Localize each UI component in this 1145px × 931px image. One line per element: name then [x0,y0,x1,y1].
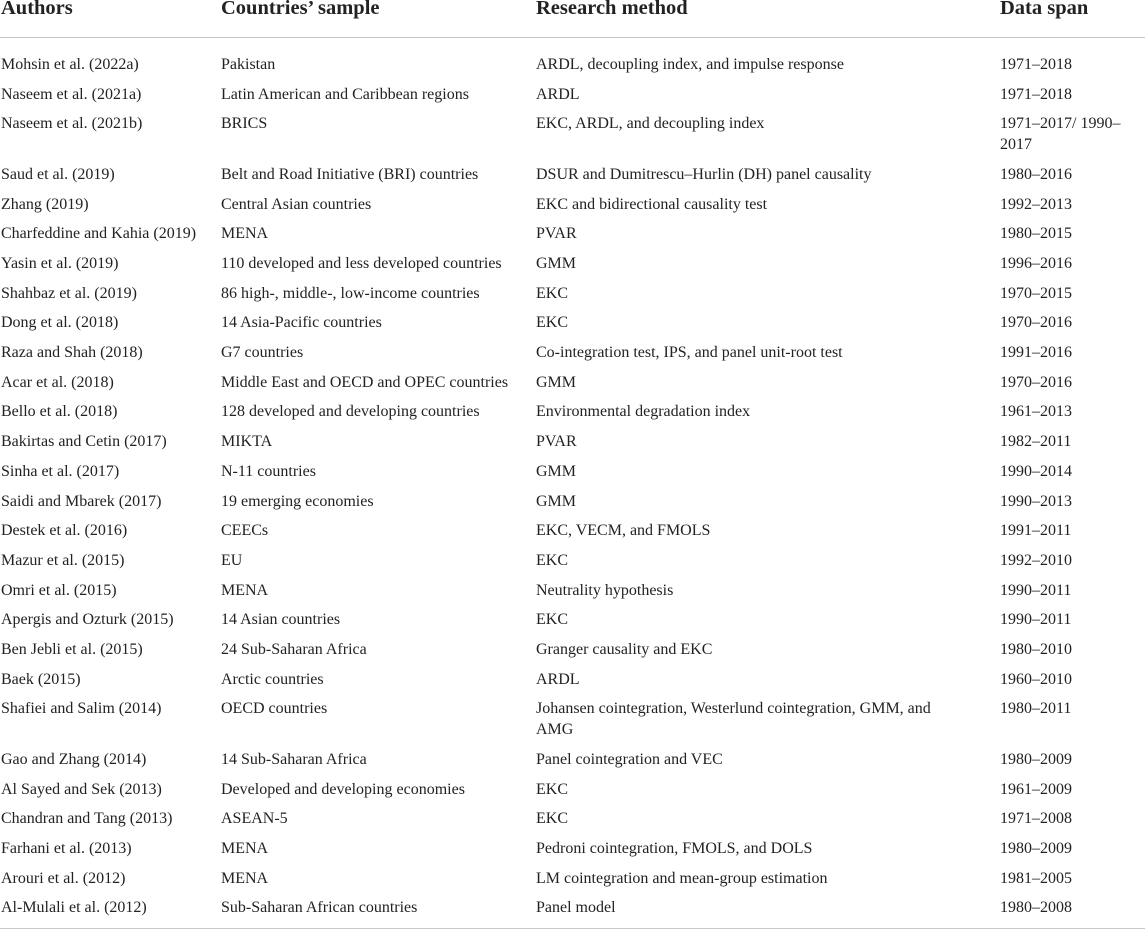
cell-data-span: 1961–2013 [1000,403,1072,421]
cell-author: Mazur et al. (2015) [1,551,125,569]
cell-data-span: 1992–2010 [1000,551,1072,569]
cell-research-method: EKC [536,611,568,629]
cell-author: Bello et al. (2018) [1,403,118,421]
cell-data-span: 1996–2016 [1000,255,1072,273]
cell-author: Al Sayed and Sek (2013) [1,780,162,798]
cell-countries-sample: 14 Sub-Saharan Africa [221,750,367,768]
table-row [0,634,1145,664]
cell-data-span: 1960–2010 [1000,670,1072,688]
cell-author: Naseem et al. (2021b) [1,115,143,133]
cell-author: Shahbaz et al. (2019) [1,284,137,302]
cell-data-span: 1961–2009 [1000,780,1072,798]
cell-countries-sample: G7 countries [221,344,304,362]
cell-research-method: ARDL, decoupling index, and impulse response [536,56,844,73]
cell-countries-sample: Pakistan [221,56,276,73]
cell-data-span: 1990–2011 [1000,581,1072,599]
cell-data-span: 1980–2010 [1000,640,1072,658]
cell-research-method: EKC [536,780,568,798]
cell-data-span: 1981–2005 [1000,869,1072,887]
cell-countries-sample: MENA [221,581,269,599]
table-row [0,159,1145,189]
cell-author: Mohsin et al. (2022a) [1,56,139,73]
cell-author: Sinha et al. (2017) [1,462,120,480]
cell-data-span: 1970–2016 [1000,314,1072,332]
cell-author: Farhani et al. (2013) [1,840,132,857]
cell-countries-sample: 19 emerging economies [221,492,374,510]
table-row [0,189,1145,219]
cell-research-method: Panel model [536,899,616,917]
cell-author: Chandran and Tang (2013) [1,810,173,828]
table-row [0,803,1145,833]
cell-author: Saidi and Mbarek (2017) [1,492,162,510]
cell-author: Ben Jebli et al. (2015) [1,640,143,658]
cell-data-span: 1990–2011 [1000,611,1072,629]
cell-author: Zhang (2019) [1,195,89,213]
cell-research-method: GMM [536,462,577,480]
cell-research-method: GMM [536,255,577,273]
cell-research-method: EKC [536,284,568,302]
cell-data-span: 1982–2011 [1000,433,1072,451]
cell-research-method: Environmental degradation index [536,403,751,421]
cell-countries-sample: 86 high-, middle-, low-income countries [221,284,480,302]
cell-data-span: 1971–2017/ 1990–2017 [1000,115,1121,154]
table-row [0,248,1145,278]
table-row [0,426,1145,456]
cell-countries-sample: Latin American and Caribbean regions [221,85,469,103]
cell-author: Acar et al. (2018) [1,373,114,391]
cell-countries-sample: CEECs [221,522,269,540]
cell-research-method: Granger causality and EKC [536,640,713,658]
cell-countries-sample: N-11 countries [221,462,316,480]
cell-data-span: 1990–2014 [1000,462,1072,480]
cell-countries-sample: Belt and Road Initiative (BRI) countries [221,165,479,183]
cell-research-method: GMM [536,492,577,510]
table-row [0,892,1145,922]
cell-data-span: 1990–2013 [1000,492,1072,510]
cell-data-span: 1980–2008 [1000,899,1072,917]
table-row [0,744,1145,774]
cell-author: Naseem et al. (2021a) [1,85,142,103]
cell-countries-sample: 14 Asia-Pacific countries [221,314,382,332]
table-row [0,278,1145,308]
cell-research-method: GMM [536,373,577,391]
cell-countries-sample: Sub-Saharan African countries [221,899,418,917]
cell-research-method: EKC [536,551,568,569]
table-row [0,396,1145,426]
cell-author: Dong et al. (2018) [1,314,119,332]
table-row [0,664,1145,694]
cell-research-method: Co-integration test, IPS, and panel unit-root test [536,344,843,362]
cell-data-span: 1970–2016 [1000,373,1072,391]
cell-countries-sample: OECD countries [221,700,328,718]
cell-research-method: EKC [536,314,568,332]
cell-data-span: 1980–2009 [1000,750,1072,768]
header-authors: Authors [1,0,73,19]
cell-data-span: 1992–2013 [1000,195,1072,213]
table-row [0,367,1145,397]
cell-research-method: ARDL [536,670,580,688]
cell-countries-sample: MENA [221,225,269,243]
cell-research-method: Neutrality hypothesis [536,581,674,599]
cell-research-method: PVAR [536,433,577,451]
cell-countries-sample: MIKTA [221,433,273,451]
table-row [0,108,1145,159]
table-row [0,456,1145,486]
table-row [0,218,1145,248]
cell-research-method: Johansen cointegration, Westerlund cointegration, GMM, and AMG [536,700,931,739]
cell-countries-sample: 128 developed and developing countries [221,403,480,421]
table-row [0,693,1145,744]
cell-research-method: EKC, VECM, and FMOLS [536,522,711,540]
table-bottom-rule [0,928,1145,929]
cell-data-span: 1971–2018 [1000,85,1072,103]
cell-data-span: 1991–2016 [1000,344,1072,362]
cell-data-span: 1991–2011 [1000,522,1072,540]
cell-countries-sample: 14 Asian countries [221,611,341,629]
header-countries-sample: Countries’ sample [221,0,380,19]
cell-research-method: Panel cointegration and VEC [536,750,723,768]
cell-data-span: 1980–2016 [1000,165,1072,183]
cell-data-span: 1971–2018 [1000,56,1072,73]
table-body [0,49,1145,922]
cell-author: Shafiei and Salim (2014) [1,700,162,718]
table-row [0,79,1145,109]
cell-author: Gao and Zhang (2014) [1,750,147,768]
cell-countries-sample: 110 developed and less developed countries [221,255,502,273]
cell-author: Baek (2015) [1,670,81,688]
cell-author: Al-Mulali et al. (2012) [1,899,147,917]
cell-data-span: 1971–2008 [1000,810,1072,828]
cell-countries-sample: BRICS [221,115,268,133]
cell-author: Bakirtas and Cetin (2017) [1,433,167,451]
cell-countries-sample: MENA [221,869,269,887]
cell-data-span: 1980–2011 [1000,700,1072,718]
cell-research-method: PVAR [536,225,577,243]
cell-data-span: 1970–2015 [1000,284,1072,302]
cell-author: Yasin et al. (2019) [1,255,119,273]
cell-author: Charfeddine and Kahia (2019) [1,225,197,243]
cell-research-method: EKC and bidirectional causality test [536,195,768,213]
cell-countries-sample: Developed and developing economies [221,780,465,798]
cell-author: Raza and Shah (2018) [1,344,143,362]
cell-author: Apergis and Ozturk (2015) [1,611,174,629]
table-row [0,515,1145,545]
table-row [0,604,1145,634]
cell-author: Omri et al. (2015) [1,581,117,599]
table-row [0,49,1145,79]
cell-countries-sample: EU [221,551,243,569]
cell-author: Arouri et al. (2012) [1,869,126,887]
cell-countries-sample: ASEAN-5 [221,810,288,828]
table-row [0,774,1145,804]
table-row [0,863,1145,893]
cell-research-method: ARDL [536,85,580,103]
cell-research-method: EKC, ARDL, and decoupling index [536,115,765,133]
cell-research-method: Pedroni cointegration, FMOLS, and DOLS [536,840,813,857]
cell-countries-sample: Central Asian countries [221,195,372,213]
table-header-row [0,0,1145,38]
header-research-method: Research method [536,0,688,19]
cell-countries-sample: Middle East and OECD and OPEC countries [221,373,509,391]
cell-data-span: 1980–2015 [1000,225,1072,243]
cell-research-method: EKC [536,810,568,828]
cell-data-span: 1980–2009 [1000,840,1072,857]
cell-research-method: DSUR and Dumitrescu–Hurlin (DH) panel causality [536,165,872,183]
table-row [0,337,1145,367]
cell-countries-sample: MENA [221,840,269,857]
cell-research-method: LM cointegration and mean-group estimation [536,869,828,887]
table-row [0,486,1145,516]
table-row [0,833,1145,863]
cell-countries-sample: 24 Sub-Saharan Africa [221,640,367,658]
cell-author: Saud et al. (2019) [1,165,115,183]
table-row [0,307,1145,337]
header-data-span: Data span [1000,0,1089,19]
table-row [0,575,1145,605]
table-row [0,545,1145,575]
cell-countries-sample: Arctic countries [221,670,324,688]
cell-author: Destek et al. (2016) [1,522,128,540]
